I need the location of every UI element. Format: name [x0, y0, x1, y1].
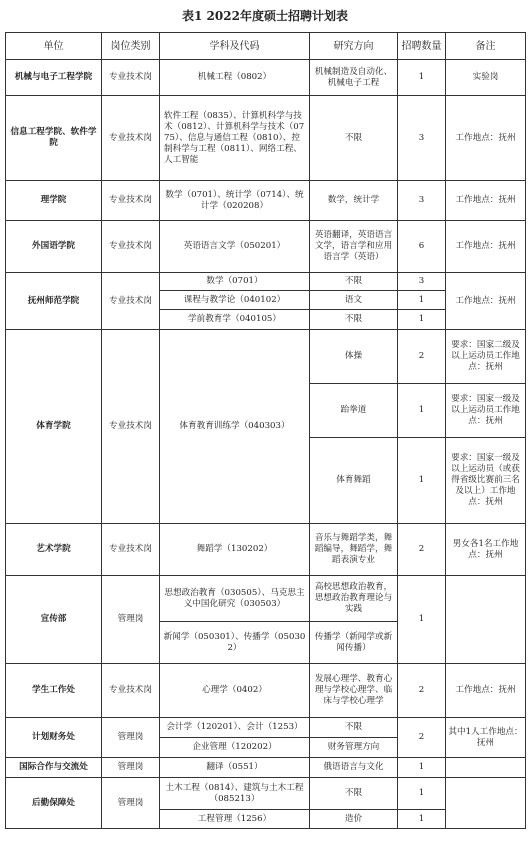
count-cell: 6 — [398, 221, 446, 273]
direction-cell: 财务管理方向 — [310, 738, 398, 758]
category-cell: 管理岗 — [102, 718, 160, 758]
note-cell: 工作地点：抚州 — [446, 96, 526, 181]
subject-cell: 会计学（120201）、会计（1253） — [160, 718, 310, 738]
subject-cell: 心理学（0402） — [160, 664, 310, 718]
direction-cell: 不限 — [310, 96, 398, 181]
unit-cell: 外国语学院 — [6, 221, 102, 273]
note-cell — [446, 778, 526, 829]
table-row — [6, 181, 526, 221]
direction-cell: 发展心理学、教育心理与学校心理学、临床与学校心理学 — [310, 664, 398, 718]
count-cell: 3 — [398, 181, 446, 221]
category-cell: 专业技术岗 — [102, 181, 160, 221]
subject-cell: 企业管理（120202） — [160, 738, 310, 758]
direction-cell: 造价 — [310, 810, 398, 829]
count-cell: 2 — [398, 330, 446, 384]
count-cell: 1 — [398, 438, 446, 524]
col-header-subject: 学科及代码 — [160, 33, 310, 60]
unit-cell: 抚州师范学院 — [6, 273, 102, 330]
note-cell: 要求：国家二级及以上运动员工作地点：抚州 — [446, 330, 526, 384]
direction-cell: 英语翻译，英语语言文学，语言学和应用语言学（英语） — [310, 221, 398, 273]
table-row — [6, 576, 526, 622]
unit-cell: 机械与电子工程学院 — [6, 60, 102, 96]
note-cell: 工作地点：抚州 — [446, 273, 526, 330]
direction-cell: 体育舞蹈 — [310, 438, 398, 524]
note-cell: 要求：国家一级及以上运动员工作地点：抚州 — [446, 384, 526, 438]
direction-cell: 数学，统计学 — [310, 181, 398, 221]
count-cell: 2 — [398, 524, 446, 576]
note-cell: 工作地点：抚州 — [446, 181, 526, 221]
category-cell: 专业技术岗 — [102, 221, 160, 273]
note-cell: 工作地点：抚州 — [446, 664, 526, 718]
subject-cell: 机械工程（0802） — [160, 60, 310, 96]
category-cell: 专业技术岗 — [102, 60, 160, 96]
subject-cell: 课程与教学论（040102） — [160, 291, 310, 310]
count-cell: 1 — [398, 291, 446, 310]
table-row — [6, 778, 526, 810]
category-cell: 专业技术岗 — [102, 664, 160, 718]
col-header-note: 备注 — [446, 33, 526, 60]
direction-cell: 跆拳道 — [310, 384, 398, 438]
count-cell: 1 — [398, 778, 446, 810]
unit-cell: 信息工程学院、软件学院 — [6, 96, 102, 181]
subject-cell: 翻译（0551） — [160, 758, 310, 778]
unit-cell: 后勤保障处 — [6, 778, 102, 829]
category-cell: 专业技术岗 — [102, 273, 160, 330]
subject-cell: 新闻学（050301）、传播学（050302） — [160, 622, 310, 664]
table-row — [6, 221, 526, 273]
subject-cell: 数学（0701） — [160, 273, 310, 291]
direction-cell: 不限 — [310, 718, 398, 738]
count-cell: 1 — [398, 384, 446, 438]
direction-cell: 不限 — [310, 310, 398, 330]
table-row — [6, 60, 526, 96]
table-title: 表1 2022年度硕士招聘计划表 — [182, 9, 348, 23]
note-cell — [446, 758, 526, 778]
unit-cell: 宣传部 — [6, 576, 102, 664]
direction-cell: 体操 — [310, 330, 398, 384]
unit-cell: 体育学院 — [6, 330, 102, 524]
direction-cell: 机械制造及自动化、机械电子工程 — [310, 60, 398, 96]
count-cell: 3 — [398, 273, 446, 291]
count-cell: 1 — [398, 60, 446, 96]
unit-cell: 计划财务处 — [6, 718, 102, 758]
note-cell: 其中1人工作地点：抚州 — [446, 718, 526, 758]
table-row — [6, 758, 526, 778]
table-row — [6, 664, 526, 718]
direction-cell: 音乐与舞蹈学类，舞蹈编导，舞蹈学，舞蹈表演专业 — [310, 524, 398, 576]
table-row — [6, 96, 526, 181]
count-cell: 1 — [398, 576, 446, 664]
col-header-category: 岗位类别 — [102, 33, 160, 60]
note-cell: 要求：国家一级及以上运动员（或获得省级比赛前三名及以上）工作地点：抚州 — [446, 438, 526, 524]
unit-cell: 艺术学院 — [6, 524, 102, 576]
count-cell: 3 — [398, 96, 446, 181]
subject-cell: 软件工程（0835）、计算机科学与技术（0812）、计算机科学与技术（0775）、信息与通信工程（0810）、控制科学与工程（0811）、网络工程、人工智能 — [160, 96, 310, 181]
count-cell: 1 — [398, 758, 446, 778]
table-row — [6, 524, 526, 576]
table-row — [6, 718, 526, 738]
subject-cell: 工程管理（1256） — [160, 810, 310, 829]
subject-cell: 数学（0701）、统计学（0714）、统计学（020208） — [160, 181, 310, 221]
count-cell: 1 — [398, 810, 446, 829]
count-cell: 1 — [398, 310, 446, 330]
category-cell: 专业技术岗 — [102, 330, 160, 524]
note-cell — [446, 576, 526, 664]
unit-cell: 理学院 — [6, 181, 102, 221]
subject-cell: 体育教育训练学（040303） — [160, 330, 310, 524]
note-cell: 实验岗 — [446, 60, 526, 96]
direction-cell: 传播学（新闻学或新闻传播） — [310, 622, 398, 664]
count-cell: 2 — [398, 718, 446, 758]
subject-cell: 思想政治教育（030505）、马克思主义中国化研究（030503） — [160, 576, 310, 622]
subject-cell: 舞蹈学（130202） — [160, 524, 310, 576]
direction-cell: 高校思想政治教育，思想政治教育理论与实践 — [310, 576, 398, 622]
subject-cell: 土木工程（0814）、建筑与土木工程（085213） — [160, 778, 310, 810]
unit-cell: 学生工作处 — [6, 664, 102, 718]
note-cell: 工作地点：抚州 — [446, 221, 526, 273]
table-row — [6, 330, 526, 384]
subject-cell: 英语语言文学（050201） — [160, 221, 310, 273]
col-header-direction: 研究方向 — [310, 33, 398, 60]
category-cell: 管理岗 — [102, 778, 160, 829]
direction-cell: 不限 — [310, 778, 398, 810]
category-cell: 专业技术岗 — [102, 524, 160, 576]
direction-cell: 语文 — [310, 291, 398, 310]
recruitment-plan-table — [5, 32, 526, 829]
header-row — [6, 33, 526, 60]
count-cell: 2 — [398, 664, 446, 718]
category-cell: 专业技术岗 — [102, 96, 160, 181]
col-header-unit: 单位 — [6, 33, 102, 60]
col-header-count: 招聘数量 — [398, 33, 446, 60]
direction-cell: 不限 — [310, 273, 398, 291]
unit-cell: 国际合作与交流处 — [6, 758, 102, 778]
table-row — [6, 273, 526, 291]
subject-cell: 学前教育学（040105） — [160, 310, 310, 330]
note-cell: 男女各1名工作地点：抚州 — [446, 524, 526, 576]
category-cell: 管理岗 — [102, 576, 160, 664]
category-cell: 管理岗 — [102, 758, 160, 778]
direction-cell: 俄语语言与文化 — [310, 758, 398, 778]
